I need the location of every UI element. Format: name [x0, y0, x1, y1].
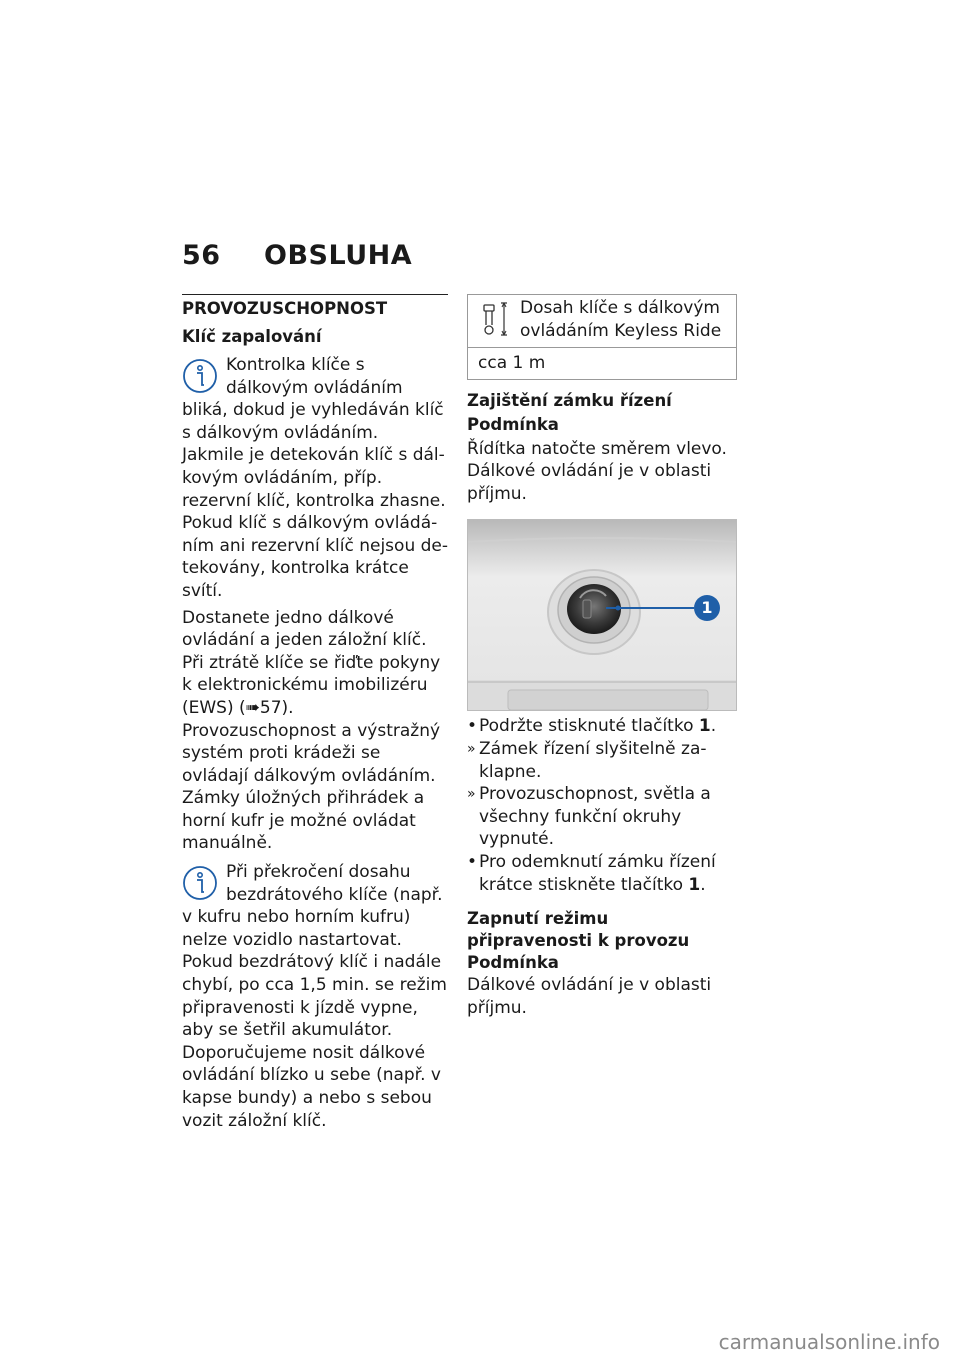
condition-text: Řídítka natočte směrem vlevo. Dálkové ovládání je v oblasti příjmu.: [467, 438, 727, 504]
chapter-title: OBSLUHA: [264, 240, 413, 271]
paragraph: Provozuschopnost a výstražný systém proti krádeži se ovládají dálkovým ovládáním. Zámky úložných přihrádek a horní kufr je možné ovládat manuálně.: [182, 720, 441, 854]
ignition-photo: [467, 519, 737, 711]
note-text: Při překročení dosahu bezdrátového klíče (např. v kufru nebo horním kufru) nelze vozidlo nastartovat.: [182, 862, 443, 950]
spec-value: cca 1 m: [478, 353, 546, 373]
subtitle-ready-mode: Zapnutí režimu připravenosti k provozu: [467, 909, 690, 951]
spec-table: [467, 294, 737, 380]
watermark: carmanualsonline.info: [718, 1330, 940, 1354]
info-icon: [182, 865, 218, 901]
left-column: [182, 294, 448, 1132]
page-number: 56: [182, 240, 221, 271]
section-rule: [182, 294, 448, 295]
condition-title: Podmínka: [467, 953, 559, 973]
right-column: [467, 294, 739, 1019]
subtitle-steering-lock: Zajištění zámku řízení: [467, 390, 672, 410]
list-item: • Podržte stisknuté tlačítko 1.: [467, 716, 717, 737]
paragraph: Pokud klíč s dálkovým ovládáním ani rezervní klíč nejsou detekovány, kontrolka krátce svítí.: [182, 513, 449, 601]
spec-table-row: [468, 295, 736, 348]
list-item: » Provozuschopnost, světla a všechny funkční okruhy vypnuté.: [467, 784, 711, 850]
paragraph: Dostanete jedno dálkové ovládání a jeden záložní klíč. Při ztrátě klíče se řiďte pokyny k elektronickému imobilizéru (EWS) (➠57).: [182, 607, 441, 718]
note-text: Kontrolka klíče s dálkovým ovládáním bliká, dokud je vyhledáván klíč s dálkovým ovládáním.: [182, 355, 444, 443]
steps-list: [467, 715, 739, 896]
page-header: [182, 240, 412, 271]
info-icon: [182, 358, 218, 394]
list-item: • Pro odemknutí zámku řízení krátce stiskněte tlačítko 1.: [467, 851, 716, 895]
info-note-2: [182, 861, 448, 951]
paragraph: Pokud bezdrátový klíč i nadále chybí, po cca 1,5 min. se režim připravenosti k jízdě vypne, aby se šetřil akumulátor.: [182, 952, 447, 1041]
list-item: » Zámek řízení slyšitelně zaklapne.: [467, 738, 707, 782]
spec-label: Dosah klíče s dálkovým ovládáním Keyless Ride: [520, 298, 722, 341]
condition-title: Podmínka: [467, 414, 559, 434]
info-note-1: [182, 354, 448, 444]
photo-callout-1: 1: [701, 598, 713, 618]
paragraph: Jakmile je detekován klíč s dálkovým ovládáním, příp. rezervní klíč, kontrolka zhasne.: [182, 445, 446, 511]
key-range-icon: [480, 297, 520, 343]
subtitle-ignition-key: Klíč zapalování: [182, 327, 322, 346]
section-title: PROVOZUSCHOPNOST: [182, 299, 388, 318]
paragraph: Doporučujeme nosit dálkové ovládání blízko u sebe (např. v kapse bundy) a nebo s sebou vozit záložní klíč.: [182, 1042, 441, 1131]
condition-text: Dálkové ovládání je v oblasti příjmu.: [467, 975, 712, 1018]
page-reference-arrow: ➠: [245, 697, 260, 718]
